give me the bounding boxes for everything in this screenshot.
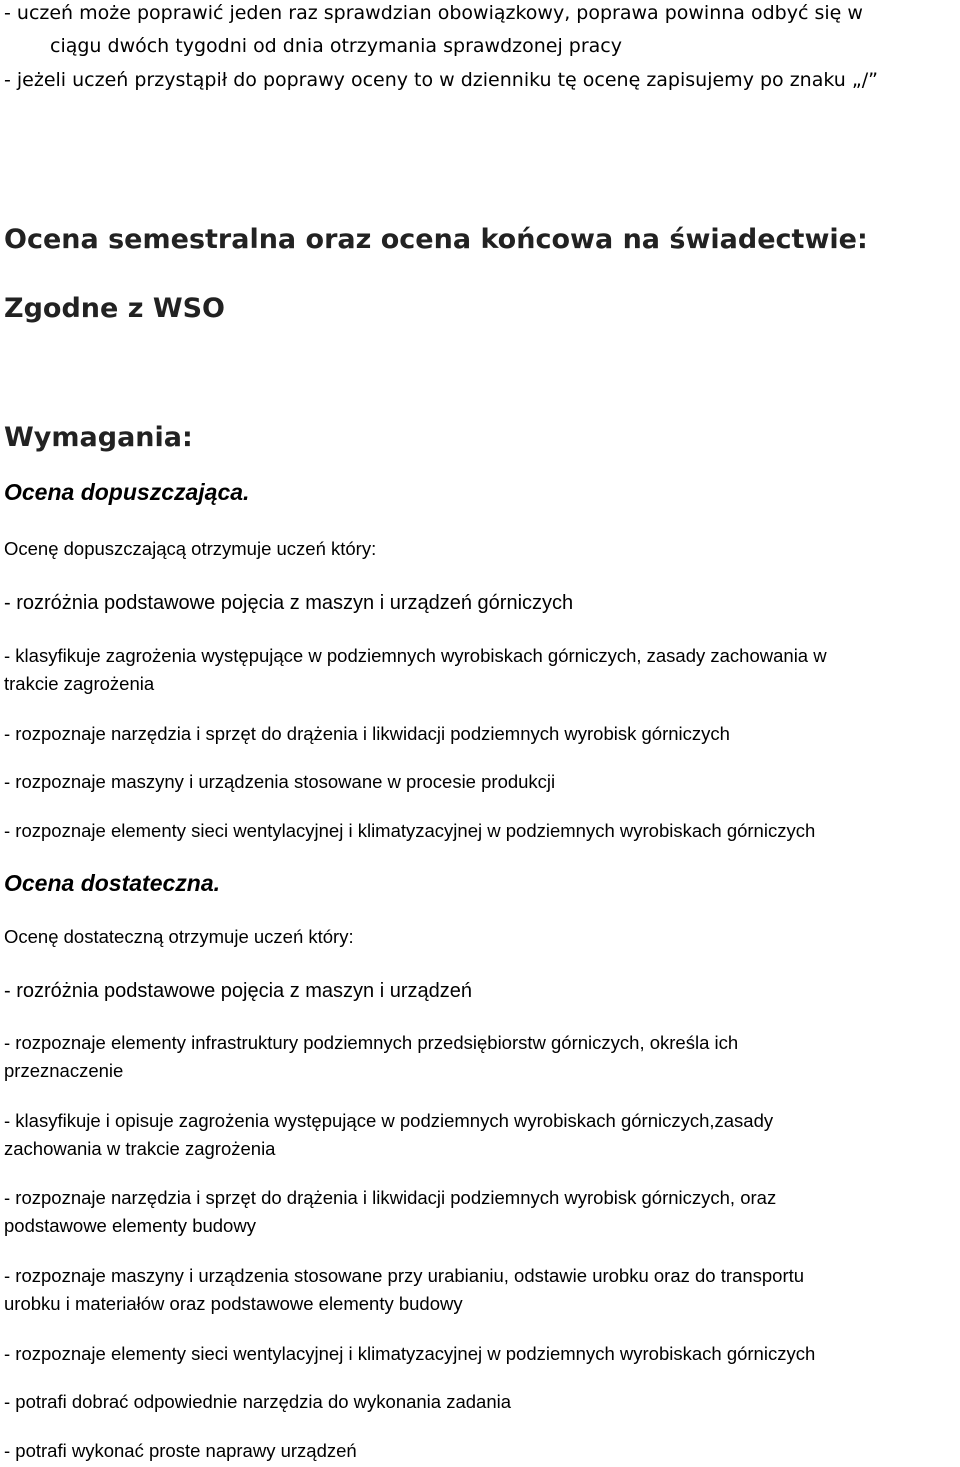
dopuszczajaca-item: - rozróżnia podstawowe pojęcia z maszyn i urządzeń górniczych bbox=[4, 592, 574, 614]
dostateczna-item: urobku i materiałów oraz podstawowe elementy budowy bbox=[4, 1293, 463, 1314]
dopuszczajaca-title: Ocena dopuszczająca. bbox=[4, 479, 250, 505]
dostateczna-item: - potrafi dobrać odpowiednie narzędzia do wykonania zadania bbox=[4, 1391, 512, 1412]
semester-note: Zgodne z WSO bbox=[4, 293, 226, 324]
dostateczna-item: - rozpoznaje elementy infrastruktury podziemnych przedsiębiorstw górniczych, określa ich bbox=[4, 1032, 739, 1053]
dopuszczajaca-item: - rozpoznaje elementy sieci wentylacyjnej i klimatyzacyjnej w podziemnych wyrobiskach górniczych bbox=[4, 820, 816, 841]
dostateczna-item: - rozpoznaje narzędzia i sprzęt do drążenia i likwidacji podziemnych wyrobisk górniczych, oraz bbox=[4, 1187, 777, 1208]
dostateczna-item: przeznaczenie bbox=[4, 1060, 124, 1081]
dostateczna-item: - klasyfikuje i opisuje zagrożenia występujące w podziemnych wyrobiskach górniczych,zasady bbox=[4, 1110, 774, 1131]
dostateczna-lead: Ocenę dostateczną otrzymuje uczeń który: bbox=[4, 926, 354, 947]
dopuszczajaca-item: - klasyfikuje zagrożenia występujące w podziemnych wyrobiskach górniczych, zasady zachowania w bbox=[4, 645, 827, 666]
intro-line-3: - jeżeli uczeń przystąpił do poprawy oceny to w dzienniku tę ocenę zapisujemy po znaku „/” bbox=[4, 69, 878, 91]
dostateczna-item: - rozróżnia podstawowe pojęcia z maszyn i urządzeń bbox=[4, 980, 472, 1002]
intro-line-2: ciągu dwóch tygodni od dnia otrzymania sprawdzonej pracy bbox=[50, 35, 622, 57]
dopuszczajaca-lead: Ocenę dopuszczającą otrzymuje uczeń który: bbox=[4, 538, 377, 559]
requirements-heading: Wymagania: bbox=[4, 422, 193, 453]
dopuszczajaca-item: - rozpoznaje maszyny i urządzenia stosowane w procesie produkcji bbox=[4, 771, 556, 792]
dostateczna-item: - potrafi wykonać proste naprawy urządzeń bbox=[4, 1440, 357, 1461]
intro-line-1: - uczeń może poprawić jeden raz sprawdzian obowiązkowy, poprawa powinna odbyć się w bbox=[4, 2, 863, 24]
dostateczna-item: zachowania w trakcie zagrożenia bbox=[4, 1138, 276, 1159]
dostateczna-title: Ocena dostateczna. bbox=[4, 870, 221, 896]
dopuszczajaca-item: - rozpoznaje narzędzia i sprzęt do drążenia i likwidacji podziemnych wyrobisk górniczych bbox=[4, 723, 730, 744]
dopuszczajaca-item: trakcie zagrożenia bbox=[4, 673, 155, 694]
dostateczna-item: - rozpoznaje maszyny i urządzenia stosowane przy urabianiu, odstawie urobku oraz do transportu bbox=[4, 1265, 805, 1286]
dostateczna-item: podstawowe elementy budowy bbox=[4, 1215, 256, 1236]
semester-heading: Ocena semestralna oraz ocena końcowa na świadectwie: bbox=[4, 224, 868, 255]
dostateczna-item: - rozpoznaje elementy sieci wentylacyjnej i klimatyzacyjnej w podziemnych wyrobiskach górniczych bbox=[4, 1343, 816, 1364]
